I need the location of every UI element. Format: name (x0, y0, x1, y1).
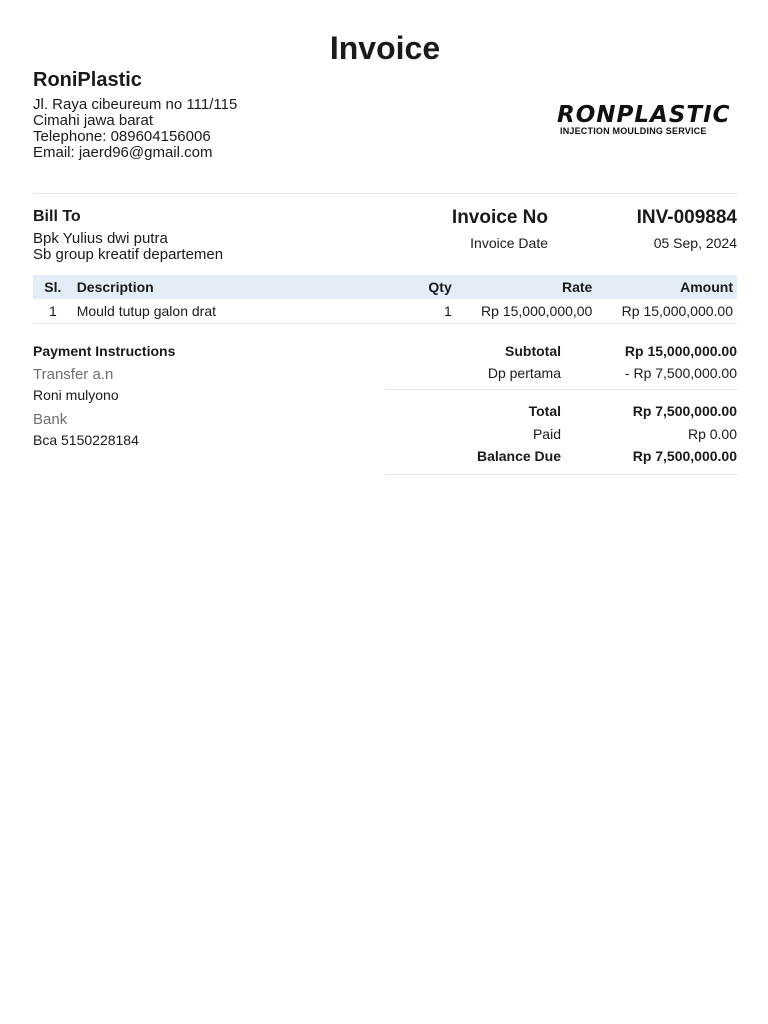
logo-wordmark: RONPLASTIC (557, 102, 731, 128)
invoice-number-value: INV-009884 (636, 207, 737, 228)
summary-bottom-divider (385, 474, 737, 475)
bank-label: Bank (33, 411, 68, 428)
paid-label: Paid (532, 426, 561, 442)
bill-to-label: Bill To (33, 208, 81, 225)
transfer-label: Transfer a.n (33, 366, 114, 383)
bill-to-details (33, 231, 223, 263)
dp-label: Dp pertama (487, 365, 561, 381)
company-address-line1: Jl. Raya cibeureum no 111/115 (33, 96, 238, 113)
header-sl: Sl. (33, 275, 73, 299)
header-amount: Amount (592, 275, 737, 299)
bill-to-name: Bpk Yulius dwi putra (33, 230, 168, 247)
dp-value: - Rp 7,500,000.00 (624, 365, 737, 381)
invoice-page (33, 0, 737, 1024)
row-description: Mould tutup galon drat (73, 299, 375, 324)
company-info (33, 97, 237, 161)
page-title: Invoice (329, 30, 441, 66)
transfer-value: Roni mulyono (33, 387, 119, 403)
subtotal-value: Rp 15,000,000.00 (624, 343, 737, 359)
header-divider (33, 193, 737, 194)
payment-instructions-title: Payment Instructions (33, 343, 176, 359)
company-name: RoniPlastic (33, 69, 142, 91)
header-rate: Rate (452, 275, 593, 299)
logo-tagline: INJECTION MOULDING SERVICE (560, 126, 707, 136)
company-address-line2: Cimahi jawa barat (33, 112, 154, 129)
company-telephone: Telephone: 089604156006 (33, 128, 211, 145)
invoice-date-label: Invoice Date (470, 235, 548, 251)
row-amount: Rp 15,000,000.00 (592, 299, 737, 324)
summary-divider (385, 389, 737, 390)
company-logo (557, 104, 733, 140)
bill-to-company: Sb group kreatif departemen (33, 246, 224, 263)
total-label: Total (528, 403, 561, 419)
total-value: Rp 7,500,000.00 (632, 403, 737, 419)
header-description: Description (73, 275, 375, 299)
line-items-table (33, 275, 737, 324)
table-header-row (33, 275, 737, 299)
invoice-date-value: 05 Sep, 2024 (653, 235, 737, 251)
paid-value: Rp 0.00 (687, 426, 737, 442)
row-rate: Rp 15,000,000,00 (452, 299, 593, 324)
balance-due-value: Rp 7,500,000.00 (632, 448, 737, 464)
subtotal-label: Subtotal (505, 343, 561, 359)
row-sl: 1 (33, 299, 73, 324)
invoice-number-label: Invoice No (451, 207, 548, 228)
company-email: Email: jaerd96@gmail.com (33, 144, 213, 161)
header-qty: Qty (375, 275, 452, 299)
balance-due-label: Balance Due (476, 448, 561, 464)
table-row (33, 299, 737, 324)
row-qty: 1 (375, 299, 452, 324)
bank-value: Bca 5150228184 (33, 432, 139, 448)
